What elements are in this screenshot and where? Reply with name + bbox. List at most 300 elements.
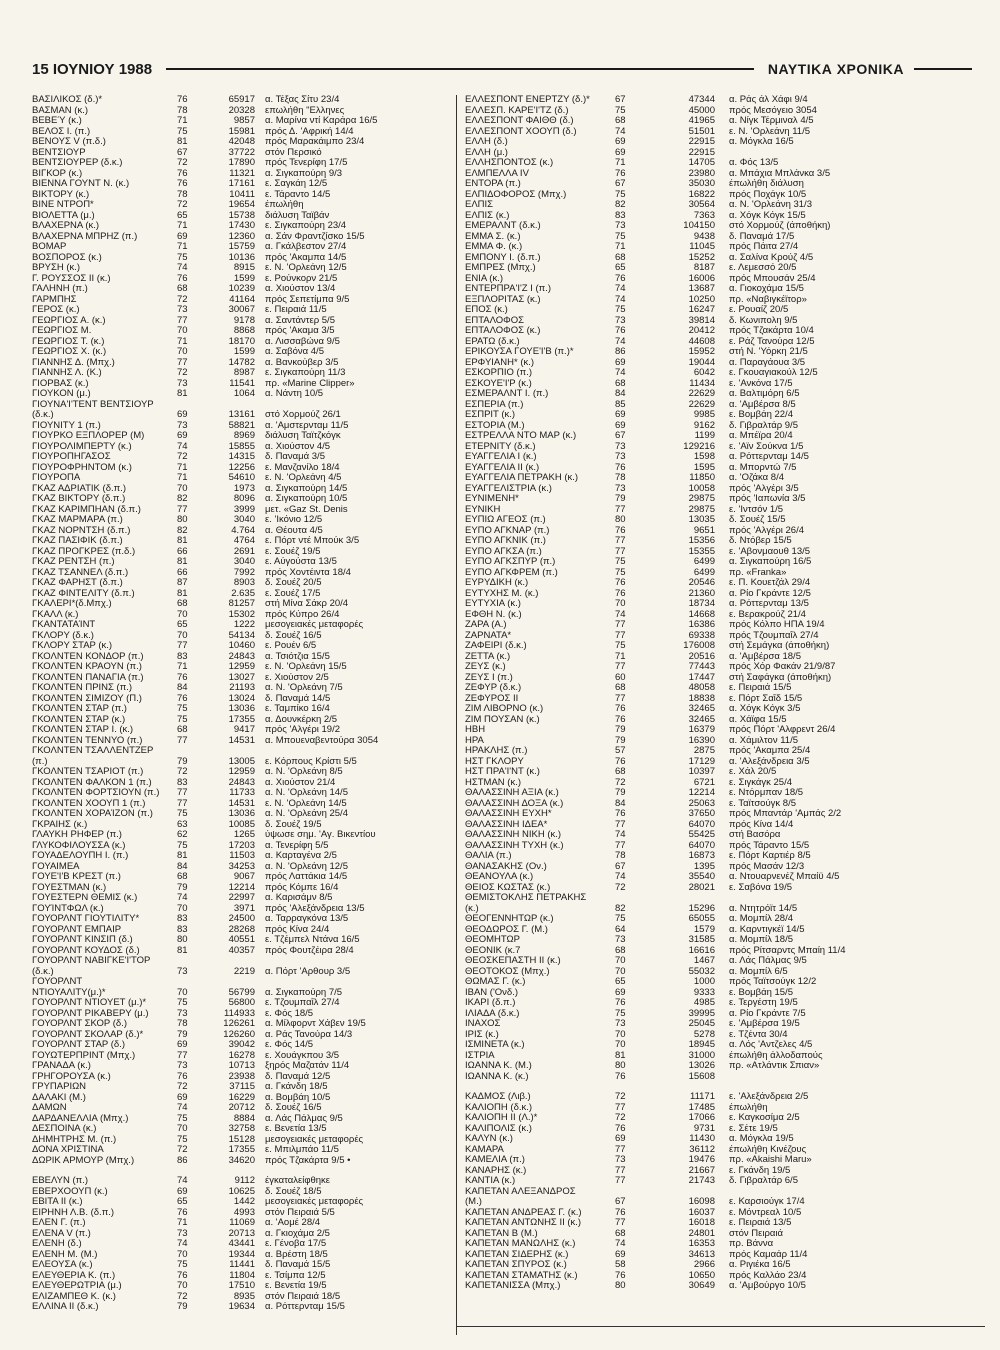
build-year bbox=[177, 977, 205, 988]
ship-name: (δ.κ.) bbox=[32, 410, 54, 420]
build-year: 68 bbox=[615, 377, 626, 389]
build-year: 77 bbox=[615, 839, 626, 851]
build-year: 71 bbox=[177, 461, 188, 473]
build-year: 79 bbox=[177, 1028, 188, 1040]
tonnage: 15608 bbox=[688, 1070, 715, 1082]
ship-name: ΓΟΥΟΡΛΝΤ ΓΙΟΥΤΙΛΙΤΥ* bbox=[32, 914, 140, 924]
tonnage: 10136 bbox=[228, 251, 255, 263]
tonnage: 24843 bbox=[228, 776, 255, 788]
ship-entry bbox=[32, 851, 452, 862]
tonnage: 13687 bbox=[688, 283, 715, 294]
tonnage: 4993 bbox=[233, 1206, 255, 1218]
build-year: 85 bbox=[615, 398, 626, 410]
position-report bbox=[729, 148, 985, 159]
position-report: στό Χορμούζ (άποθήκη) bbox=[729, 221, 831, 231]
position-report: ε. Πόρτ ντέ Μπούκ 3/5 bbox=[265, 536, 360, 546]
build-year: 78 bbox=[615, 850, 626, 861]
build-year: 74 bbox=[615, 283, 626, 294]
position-report: πρ. «Franka» bbox=[729, 567, 787, 578]
build-year: 68 bbox=[177, 724, 188, 735]
build-year: 75 bbox=[177, 997, 188, 1008]
build-year: 76 bbox=[615, 713, 626, 725]
ship-entry bbox=[465, 1250, 985, 1261]
ship-name: ΚΑΛΙΟΠΗ (δ.κ.) bbox=[465, 1102, 533, 1113]
tonnage: 10058 bbox=[688, 482, 715, 494]
position-report: πρός Τάραντο 15/5 bbox=[729, 840, 810, 851]
ship-name: ΕΥΝΙΚΗ bbox=[465, 504, 501, 515]
ship-list-right-column bbox=[456, 95, 985, 1335]
ship-name: ΓΚΟΛΝΤΕΝ ΠΡΙΝΣ (π.) bbox=[32, 683, 133, 693]
position-report: α. Μίλφορντ Χάβεν 19/5 bbox=[265, 1019, 366, 1029]
ship-entry bbox=[32, 242, 452, 253]
position-report: ε. Ν. 'Ορλεάνη 4/5 bbox=[265, 473, 342, 483]
position-report: πρός 'Ακαμπα 25/4 bbox=[729, 746, 811, 756]
ship-name: ΓΟΥΕ'Ι'Β ΚΡΕΣΤ (π.) bbox=[32, 872, 121, 882]
position-report: ε. Πειραιά 13/5 bbox=[729, 1218, 792, 1228]
build-year: 80 bbox=[615, 1060, 626, 1071]
build-year: 70 bbox=[177, 629, 188, 641]
ship-name: ΓΚΟΛΝΤΕΝ ΣΤΑΡ Ι. (κ.) bbox=[32, 725, 134, 735]
tonnage: 9731 bbox=[693, 1122, 715, 1134]
ship-name: ΒΕΝΤΣΙΟΥΡ bbox=[32, 147, 86, 158]
ship-name: ΖΕΦΥΡΟΣ II bbox=[465, 693, 519, 704]
ship-name: ΓΙΑΝΝΗΣ Δ. (Μπχ.) bbox=[32, 357, 115, 368]
position-report: πρός Τζακάρτα 9/5 • bbox=[265, 1155, 351, 1166]
position-report: α. Καρισάμν 8/5 bbox=[265, 893, 333, 903]
build-year: 75 bbox=[615, 104, 626, 116]
build-year: 77 bbox=[177, 734, 188, 746]
ship-entry bbox=[465, 368, 985, 379]
tonnage: 34620 bbox=[228, 1154, 255, 1166]
ship-entry bbox=[465, 148, 985, 159]
position-report: α. Μομπίλ 18/5 bbox=[729, 935, 793, 945]
ship-name: ΕΛΕΥΘΕΡΩΤΡΙΑ (μ.) bbox=[32, 1281, 122, 1291]
ship-entry bbox=[465, 1134, 985, 1145]
position-report: πρός Καμαάρ 11/4 bbox=[729, 1249, 808, 1260]
ship-name: ΓΚΟΛΝΤΕΝ ΠΑΝΑΓΙΑ (π.) bbox=[32, 672, 144, 683]
position-report: πρός Φουτζέιρα 28/4 bbox=[265, 945, 354, 956]
build-year: 79 bbox=[615, 724, 626, 735]
position-report: πρ. «Ατλάντικ Σπιαν» bbox=[729, 1061, 820, 1071]
ship-entry bbox=[32, 1176, 452, 1187]
build-year: 62 bbox=[177, 829, 188, 840]
ship-name: ΕΣΜΕΡΑΛΝΤ Ι. (π.) bbox=[465, 389, 549, 399]
ship-name: ΒΟΣΠΟΡΟΣ (κ.) bbox=[32, 252, 102, 263]
ship-name: ΕΠΟΣ (κ.) bbox=[465, 305, 508, 315]
tonnage: 15738 bbox=[228, 209, 255, 221]
tonnage: 16247 bbox=[688, 304, 715, 315]
position-report: α. Σιγκαπούρη 9/3 bbox=[265, 168, 343, 179]
position-report: α. Σιγκαπούρη 16/5 bbox=[729, 557, 812, 567]
position-report: στόν Πειραιά 18/5 bbox=[265, 1291, 341, 1302]
position-report: ε. Γκουαγιακούλ 12/5 bbox=[729, 368, 818, 378]
ship-name: ΘΑΛΑΣΣΙΝΗ ΕΥΧΗ* bbox=[465, 809, 552, 819]
tonnage: 51501 bbox=[688, 125, 715, 137]
position-report: ε. Αύγούστα 13/5 bbox=[265, 557, 337, 567]
ship-entry bbox=[465, 1260, 985, 1271]
ship-name: ΔΗΜΗΤΡΗΣ Μ. (π.) bbox=[32, 1134, 117, 1145]
ship-entry bbox=[32, 683, 452, 694]
ship-name: ΓΚΟΛΝΤΕΝ ΣΤΑΡ (π.) bbox=[32, 704, 127, 714]
tonnage: 35540 bbox=[688, 871, 715, 882]
build-year: 81 bbox=[177, 535, 188, 546]
ship-name: ΘΑΝΑΣΑΚΗΣ (Ον.) bbox=[465, 861, 547, 872]
tonnage: 11069 bbox=[229, 1217, 255, 1228]
position-report: στό Χορμούζ 26/1 bbox=[265, 410, 341, 420]
build-year: 76 bbox=[177, 671, 188, 683]
build-year: 75 bbox=[615, 566, 626, 578]
build-year: 75 bbox=[615, 556, 626, 567]
tonnage: 4.764 bbox=[231, 524, 255, 536]
tonnage: 8884 bbox=[233, 1112, 255, 1124]
ship-name: ΒΙΓΚΟΡ (κ.) bbox=[32, 168, 83, 179]
ship-name: ΘΕΙΟΣ ΚΩΣΤΑΣ (κ.) bbox=[465, 882, 551, 893]
build-year: 69 bbox=[177, 430, 188, 441]
tonnage bbox=[205, 977, 265, 988]
ship-name: ΕΡΑΤΩ (δ.κ.) bbox=[465, 336, 520, 347]
build-year: 83 bbox=[615, 209, 626, 221]
ship-name: ΓΟΥΟΡΛΝΤ ΡΙΚΑΒΕΡΥ (μ.) bbox=[32, 1008, 149, 1019]
ship-name: ΚΑΜΑΡΑ bbox=[465, 1144, 504, 1155]
ship-name: ΔΑΡΔΑΝΕΛΛΙΑ (Μπχ.) bbox=[32, 1113, 129, 1124]
build-year: 74 bbox=[615, 829, 626, 840]
position-report: πρός Κίνα 14/4 bbox=[729, 819, 794, 830]
ship-name: ΓΡΗΓΟΡΟΥΣΑ (κ.) bbox=[32, 1071, 111, 1082]
ship-entry bbox=[32, 872, 452, 883]
tonnage: 19476 bbox=[688, 1154, 715, 1165]
position-report: α. Βανκούβερ 3/5 bbox=[265, 357, 339, 368]
position-report: α. Μαρίνα ντί Καράρα 16/5 bbox=[265, 116, 378, 126]
build-year: 76 bbox=[177, 167, 188, 179]
build-year: 79 bbox=[177, 1301, 188, 1312]
tonnage: 7363 bbox=[693, 209, 715, 221]
position-report: ε. 'Ανκόνα 17/5 bbox=[729, 378, 793, 389]
tonnage: 18838 bbox=[688, 692, 715, 704]
ship-entry bbox=[465, 263, 985, 274]
ship-entry bbox=[465, 484, 985, 495]
ship-name: ΕΛΕΝΗ Μ. (Μ.) bbox=[32, 1249, 98, 1260]
position-report: πρός Ποχάγκ 10/5 bbox=[729, 189, 807, 200]
build-year: 80 bbox=[615, 1280, 626, 1291]
ship-entry bbox=[32, 662, 452, 673]
tonnage: 18170 bbox=[228, 335, 255, 347]
position-report: στή Σαφάγκα (άποθήκη) bbox=[729, 672, 832, 683]
tonnage: 12959 bbox=[228, 661, 255, 672]
position-report: α. Σιγκαπούρη 14/5 bbox=[265, 483, 348, 494]
build-year: 76 bbox=[615, 808, 626, 819]
tonnage: 9178 bbox=[233, 314, 255, 326]
ship-name: ΕΥΠΟ ΑΓΚΝΑΡ (π.) bbox=[465, 525, 550, 536]
ship-entry bbox=[465, 284, 985, 295]
ship-name: ΓΚΑΛΛ (κ.) bbox=[32, 609, 79, 620]
ship-entry bbox=[32, 746, 452, 757]
tonnage: 45000 bbox=[688, 104, 715, 116]
position-report: έγκαταλείφθηκε bbox=[265, 1176, 331, 1186]
ship-name: ΚΑΠΕΤΑΝ ΑΛΕΞΑΝΔΡΟΣ bbox=[465, 1186, 576, 1197]
ship-entry bbox=[465, 872, 985, 883]
build-year: 72 bbox=[615, 1112, 626, 1123]
tonnage: 1395 bbox=[693, 860, 715, 872]
tonnage: 10411 bbox=[229, 188, 255, 200]
tonnage: 126261 bbox=[223, 1018, 255, 1029]
tonnage: 8096 bbox=[233, 493, 255, 504]
tonnage: 81257 bbox=[228, 598, 255, 609]
build-year: 77 bbox=[177, 503, 188, 515]
build-year: 71 bbox=[615, 650, 626, 662]
position-report: πρός Λαττάκια 14/5 bbox=[265, 872, 348, 882]
position-report: πρός Δ. 'Αφρική 14/4 bbox=[265, 126, 354, 137]
tonnage: 13036 bbox=[228, 808, 255, 819]
build-year: 65 bbox=[615, 262, 626, 273]
column-end-rule bbox=[457, 1326, 985, 1327]
ship-name: ΓΚΟΛΝΤΕΝ ΤΕΝΝΥΟ (π.) bbox=[32, 735, 143, 746]
position-report: ε. Σαγκάη 12/5 bbox=[265, 179, 328, 189]
build-year: 72 bbox=[177, 1081, 188, 1092]
build-year: 70 bbox=[615, 598, 626, 609]
position-report: πρός Μαρακάιμπο 23/4 bbox=[265, 137, 365, 147]
build-year: 81 bbox=[177, 944, 188, 956]
ship-name: ΚΑΛΙΠΟΛΙΣ (κ.) bbox=[465, 1123, 532, 1134]
tonnage: 13005 bbox=[228, 755, 255, 767]
tonnage: 14531 bbox=[228, 734, 255, 746]
build-year: 77 bbox=[177, 314, 188, 326]
build-year: 69 bbox=[177, 1091, 188, 1103]
ship-name: ΒΙΝΕ ΝΤΡΟΠ* bbox=[32, 200, 94, 210]
ship-entry bbox=[465, 442, 985, 453]
tonnage: 14315 bbox=[228, 451, 255, 462]
tonnage: 17066 bbox=[688, 1112, 715, 1123]
tonnage: 6042 bbox=[693, 367, 715, 378]
build-year: 72 bbox=[177, 157, 188, 168]
ship-name: ΚΑΜΕΛΙΑ (π.) bbox=[465, 1155, 525, 1165]
build-year: 69 bbox=[177, 1039, 188, 1050]
ship-name: ΕΠΤΑΛΟΦΟΣ bbox=[465, 315, 525, 326]
ship-name: ΕΛΕΝΗ (δ.) bbox=[32, 1239, 82, 1249]
ship-name: ΓΑΡΜΠΗΣ bbox=[32, 294, 77, 305]
ship-entry bbox=[465, 820, 985, 831]
build-year: 76 bbox=[615, 1122, 626, 1134]
build-year: 73 bbox=[615, 1154, 626, 1165]
ship-name: ΖΑΦΕΙΡΙ (δ.κ.) bbox=[465, 641, 527, 651]
position-report: πρός 'Ακαμα 3/5 bbox=[265, 326, 335, 336]
build-year: 72 bbox=[177, 367, 188, 378]
position-report: δ. Σουέζ 15/5 bbox=[729, 515, 786, 525]
tonnage: 10397 bbox=[688, 766, 715, 777]
position-report: στή Βασόρα bbox=[729, 830, 781, 840]
tonnage: 16278 bbox=[228, 1049, 255, 1061]
publication-title: ΝΑΥΤΙΚΑ ΧΡΟΝΙΚΑ bbox=[767, 61, 904, 77]
tonnage: 17203 bbox=[228, 839, 255, 851]
tonnage: 18734 bbox=[688, 598, 715, 609]
tonnage: 65917 bbox=[228, 94, 255, 105]
tonnage: 17890 bbox=[228, 157, 255, 168]
position-report: ε. Πειραιά 15/5 bbox=[729, 683, 792, 693]
tonnage bbox=[205, 746, 265, 757]
build-year: 76 bbox=[615, 755, 626, 767]
build-year: 70 bbox=[615, 1028, 626, 1040]
tonnage: 15759 bbox=[228, 241, 255, 252]
build-year: 77 bbox=[615, 1101, 626, 1113]
ship-name: ΚΑΔΜΟΣ (Λιβ.) bbox=[465, 1092, 531, 1102]
ship-entry bbox=[465, 809, 985, 820]
ship-entry bbox=[465, 316, 985, 327]
build-year: 76 bbox=[615, 1206, 626, 1218]
ship-name: ΕΜΠΟΝΥ Ι. (δ.π.) bbox=[465, 252, 541, 263]
position-report: ε. 'Αμβέρσα 19/5 bbox=[729, 1019, 800, 1029]
ship-name: ΒΙΟΛΕΤΤΑ (μ.) bbox=[32, 210, 95, 221]
position-report: ε. Ν. 'Ορλεάνη 11/5 bbox=[729, 126, 811, 137]
build-year: 82 bbox=[615, 199, 626, 210]
build-year: 70 bbox=[177, 1248, 188, 1260]
ship-name: ΓΟΥΟΡΛΝΤ ΚΙΝΣΙΠ (δ.) bbox=[32, 935, 133, 945]
tonnage: 64070 bbox=[688, 818, 715, 830]
ship-name: ΕΥΑΓΓΕΛΙΑ ΠΕΤΡΑΚΗ (κ.) bbox=[465, 473, 579, 483]
ship-name: ΓΚΑΖ ΝΟΡΝΤΣΗ (δ.π.) bbox=[32, 525, 131, 536]
ship-name: ΕΣΠΡΙΤ (κ.) bbox=[465, 410, 516, 420]
build-year: 73 bbox=[177, 419, 188, 431]
build-year: 76 bbox=[615, 703, 626, 714]
position-report: διάλυση Ταϊβάν bbox=[265, 210, 330, 221]
tonnage bbox=[205, 956, 265, 967]
position-report: ε. Πόρτ Σαΐδ 15/5 bbox=[729, 693, 803, 704]
ship-entry bbox=[32, 1260, 452, 1271]
position-report: ε. 'Ικόνιο 12/5 bbox=[265, 515, 323, 525]
build-year: 75 bbox=[177, 1259, 188, 1270]
tonnage: 1064 bbox=[233, 388, 255, 399]
tonnage: 15355 bbox=[688, 545, 715, 557]
ship-entry bbox=[465, 935, 985, 946]
ship-name: ΚΑΠΕΤΑΝ ΣΠΥΡΟΣ (κ.) bbox=[465, 1260, 567, 1270]
position-report: α. Τενερίφη 5/5 bbox=[265, 840, 329, 851]
build-year: 71 bbox=[177, 661, 188, 672]
position-report: α. 'Αμστερνταμ 11/5 bbox=[265, 420, 349, 431]
position-report: α. Μπάχια Μπλάνκα 3/5 bbox=[729, 168, 831, 179]
tonnage: 16386 bbox=[688, 619, 715, 630]
build-year: 71 bbox=[615, 157, 626, 168]
tonnage: 9438 bbox=[693, 230, 715, 242]
build-year: 67 bbox=[615, 430, 626, 441]
position-report: α. Ταρραγκόνα 13/5 bbox=[265, 914, 349, 924]
build-year: 69 bbox=[615, 146, 626, 158]
build-year: 76 bbox=[177, 1206, 188, 1218]
position-report: α. Γιοκοχάμα 15/5 bbox=[729, 284, 804, 294]
ship-entry bbox=[465, 347, 985, 358]
ship-name: ΒΡΥΣΗ (κ.) bbox=[32, 263, 81, 273]
build-year: 71 bbox=[177, 1217, 188, 1228]
build-year: 69 bbox=[615, 1248, 626, 1260]
tonnage: 11321 bbox=[229, 167, 255, 179]
ship-entry bbox=[32, 389, 452, 400]
build-year: 73 bbox=[615, 314, 626, 326]
ship-entry bbox=[32, 725, 452, 736]
tonnage: 16006 bbox=[688, 272, 715, 284]
issue-date: 15 ΙΟΥΝΙΟΥ 1988 bbox=[32, 60, 153, 78]
ship-name: ΚΑΝΤΙΑ (κ.) bbox=[465, 1176, 516, 1186]
tonnage: 64070 bbox=[688, 839, 715, 851]
build-year: 76 bbox=[615, 461, 626, 473]
ship-entry bbox=[465, 1009, 985, 1020]
ship-entry bbox=[465, 788, 985, 799]
tonnage: 20713 bbox=[228, 1227, 255, 1239]
ship-name: ΘΑΛΑΣΣΙΝΗ ΑΞΙΑ (κ.) bbox=[465, 788, 559, 798]
position-report: πρός Χόρ Φακάν 21/9/87 bbox=[729, 662, 836, 672]
tonnage: 12959 bbox=[228, 766, 255, 777]
ship-entry bbox=[32, 967, 452, 978]
tonnage: 16098 bbox=[688, 1196, 715, 1207]
position-report bbox=[729, 893, 985, 904]
tonnage: 65055 bbox=[688, 913, 715, 924]
ship-entry bbox=[465, 116, 985, 127]
position-report: πρός 'Αλεξάνδρεια 13/5 bbox=[265, 903, 365, 914]
build-year: 81 bbox=[177, 556, 188, 567]
ship-name: ΓΚΑΖ ΠΡΟΓΚΡΕΣ (π.δ.) bbox=[32, 546, 136, 557]
ship-name: ΙΝΑΧΟΣ bbox=[465, 1019, 501, 1029]
build-year: 77 bbox=[615, 1217, 626, 1228]
ship-name: ΕΠΤΑΛΟΦΟΣ (κ.) bbox=[465, 326, 541, 336]
ship-entry bbox=[465, 757, 985, 768]
ship-entry bbox=[32, 935, 452, 946]
ship-name: ΕΥΠΙΩ ΑΓΕΟΣ (π.) bbox=[465, 515, 546, 525]
ship-entry bbox=[465, 137, 985, 148]
position-report: πρός Τενερίφη 17/5 bbox=[265, 158, 348, 168]
build-year: 78 bbox=[615, 472, 626, 483]
ship-entry bbox=[465, 1113, 985, 1124]
position-report: ε. Βερακρούζ 21/4 bbox=[729, 609, 806, 620]
ship-name: ΘΑΛΑΣΣΙΝΗ ΝΙΚΗ (κ.) bbox=[465, 830, 562, 840]
ship-entry bbox=[465, 725, 985, 736]
ship-entry bbox=[465, 904, 985, 915]
build-year: 68 bbox=[615, 766, 626, 777]
tonnage: 39814 bbox=[688, 314, 715, 326]
position-report: α. Γκιοχάμα 2/5 bbox=[265, 1228, 330, 1239]
ship-name: ΓΚΟΛΝΤΕΝ ΦΟΡΤΣΙΟΥΝ (π.) bbox=[32, 788, 160, 798]
tonnage: 9651 bbox=[693, 524, 715, 536]
build-year: 67 bbox=[615, 178, 626, 189]
build-year: 76 bbox=[177, 1269, 188, 1281]
ship-name: ΘΑΛΙΑ (π.) bbox=[465, 851, 512, 861]
ship-name: ΓΟΥΟΡΛΝΤ ΣΚΟΡ (δ.) bbox=[32, 1019, 127, 1029]
ship-entry bbox=[465, 1103, 985, 1114]
ship-name: ΕΥΝΙΜΕΝΗ* bbox=[465, 494, 519, 504]
position-report: δ. Παναμά 12/5 bbox=[265, 1071, 331, 1082]
ship-name: ΙΩΑΝΝΑ Κ. (κ.) bbox=[465, 1071, 529, 1082]
build-year: 74 bbox=[177, 262, 188, 273]
position-report: α. Σάν Φραντζίσκο 15/5 bbox=[265, 231, 365, 242]
position-report: α. Χιούστον 4/5 bbox=[265, 441, 331, 452]
tonnage: 12214 bbox=[228, 881, 255, 893]
position-report: στόν Πειραιά bbox=[729, 1228, 783, 1239]
ship-name: ΓΚΑΖ ΜΑΡΜΑΡΑ (π.) bbox=[32, 515, 123, 525]
ship-name: ΓΛΑΥΚΗ ΡΗΦΕΡ (π.) bbox=[32, 830, 122, 840]
position-report: α. Ν. 'Ορλεάνη 8/5 bbox=[265, 767, 343, 777]
ship-name: ΓΟΥΕΣΤΜΑΝ (κ.) bbox=[32, 882, 107, 893]
build-year: 66 bbox=[177, 566, 188, 578]
build-year: 79 bbox=[615, 493, 626, 504]
position-report: πρ. «Marine Clipper» bbox=[265, 378, 355, 389]
tonnage: 31585 bbox=[688, 934, 715, 945]
ship-name: ΚΑΠΕΤΑΝΙΣΣΑ (Μπχ.) bbox=[465, 1281, 561, 1291]
ship-name: ΚΑΝΑΡΗΣ (κ.) bbox=[465, 1165, 527, 1176]
tonnage: 10239 bbox=[228, 283, 255, 294]
build-year: 74 bbox=[615, 1238, 626, 1249]
ship-entry bbox=[465, 337, 985, 348]
tonnage: 1599 bbox=[233, 346, 255, 357]
build-year: 68 bbox=[615, 251, 626, 263]
position-report: ε. 'Αβονμαουθ 13/5 bbox=[729, 546, 811, 557]
build-year: 73 bbox=[177, 1007, 188, 1019]
ship-entry bbox=[465, 379, 985, 390]
build-year: 81 bbox=[177, 388, 188, 399]
